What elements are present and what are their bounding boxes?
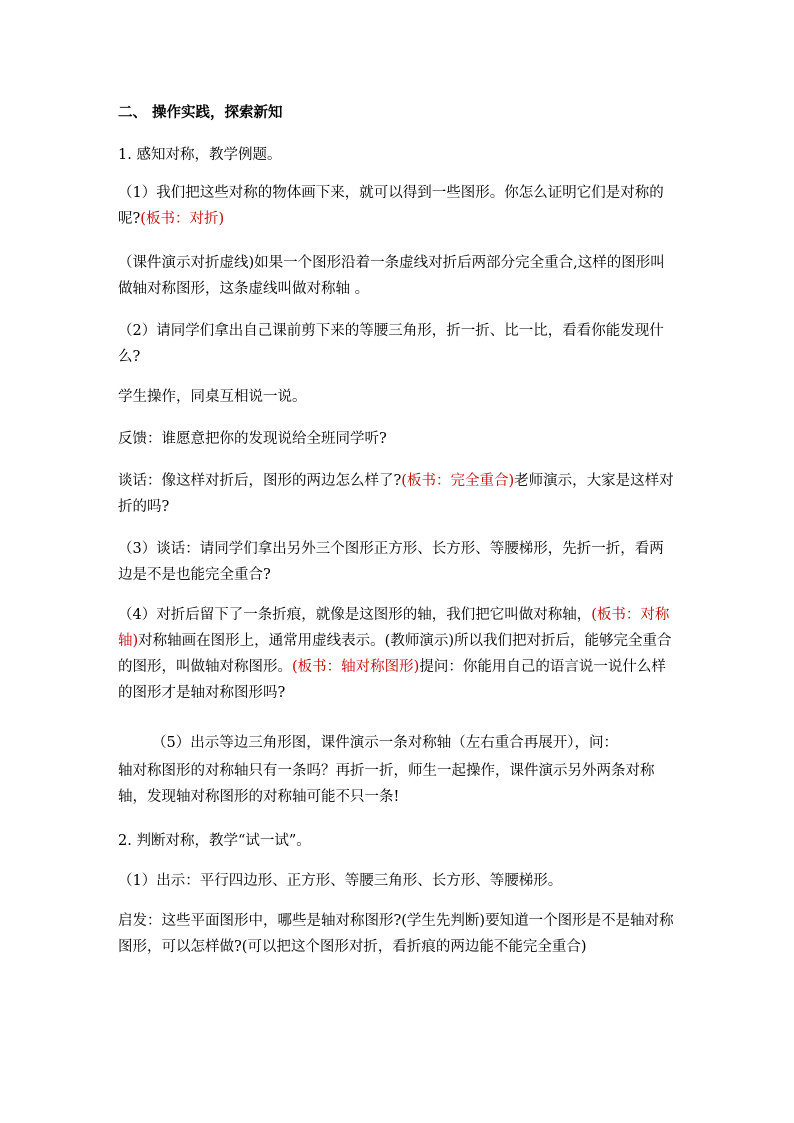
paragraph-11: 启发：这些平面图形中，哪些是轴对称图形?(学生先判断)要知道一个图形是不是轴对称图形，可以怎样做?(可以把这个图形对折，看折痕的两边能不能完全重合) — [118, 913, 674, 955]
paragraph-8 — [118, 602, 678, 706]
item2-title: 2. 判断对称，教学“试一试”。 — [118, 833, 311, 849]
board-note-fold: (板书：对折) — [140, 211, 225, 227]
board-note-axis: (板书：对称轴) — [118, 607, 670, 649]
paragraph-10: （1）出示：平行四边形、正方形、等腰三角形、长方形、等腰梯形。 — [118, 873, 563, 889]
paragraph-6-text-b: 老师演示，大家是这样对折的吗? — [118, 473, 674, 515]
paragraph-8-text-c: 提问：你能用自己的语言说一说什么样的图形才是轴对称图形吗? — [118, 659, 666, 701]
paragraph-8-text-b: 对称轴画在图形上，通常用虚线表示。(教师演示)所以我们把对折后，能够完全重合的图形，叫做轴对称图形。 — [118, 633, 672, 675]
paragraph-8-text-a: （4）对折后留下了一条折痕，就像是这图形的轴，我们把它叫做对称轴， — [118, 607, 592, 623]
paragraph-3: （2）请同学们拿出自己课前剪下来的等腰三角形，折一折、比一比，看看你能发现什么? — [118, 323, 664, 365]
paragraph-7: （3）谈话：请同学们拿出另外三个图形正方形、长方形、等腰梯形，先折一折，看两边是不是也能完全重合? — [118, 541, 664, 583]
paragraph-6 — [118, 468, 678, 520]
section-heading: 二、 操作实践，探索新知 — [118, 104, 283, 121]
board-note-axisymmetric: (板书：轴对称图形) — [292, 659, 420, 675]
paragraph-1-text: （1）我们把这些对称的物体画下来，就可以得到一些图形。你怎么证明它们是对称的呢? — [118, 185, 664, 227]
paragraph-4: 学生操作，同桌互相说一说。 — [118, 389, 307, 405]
board-note-coincide: (板书：完全重合) — [401, 473, 515, 489]
paragraph-9-line1: （5）出示等边三角形图，课件演示一条对称轴（左右重合再展开），问： — [152, 735, 618, 751]
item1-title: 1. 感知对称，教学例题。 — [118, 147, 282, 163]
paragraph-9-rest: 轴对称图形的对称轴只有一条吗？再折一折，师生一起操作，课件演示另外两条对称轴，发现轴对称图形的对称轴可能不只一条! — [118, 763, 655, 805]
paragraph-2: （课件演示对折虚线)如果一个图形沿着一条虚线对折后两部分完全重合,这样的图形叫做轴对称图形，这条虚线叫做对称轴 。 — [118, 255, 665, 297]
paragraph-5: 反馈：谁愿意把你的发现说给全班同学听? — [118, 431, 387, 447]
paragraph-6-text-a: 谈话：像这样对折后，图形的两边怎么样了? — [118, 473, 402, 489]
paragraph-1 — [118, 180, 678, 232]
